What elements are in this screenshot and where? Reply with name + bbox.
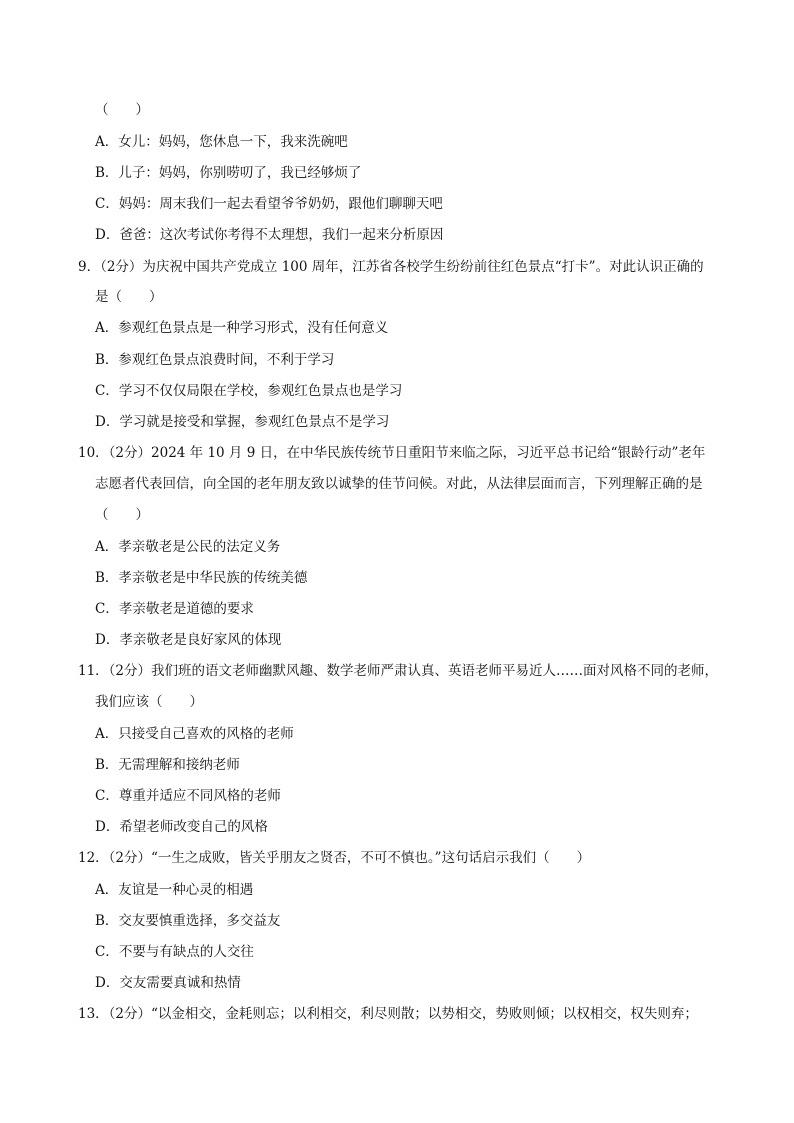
q10-stem-line1: 10．（2分）2024 年 10 月 9 日，在中华民族传统节日重阳节来临之际，习近平总书记给“银龄行动”老年 bbox=[78, 445, 706, 461]
q9-option-d: D．学习就是接受和掌握，参观红色景点不是学习 bbox=[95, 414, 390, 430]
q12-option-a: A．友谊是一种心灵的相遇 bbox=[95, 882, 254, 898]
q11-option-a: A．只接受自己喜欢的风格的老师 bbox=[95, 726, 294, 742]
q8-option-c: C．妈妈：周末我们一起去看望爷爷奶奶，跟他们聊聊天吧 bbox=[95, 196, 443, 212]
q8-option-d: D．爸爸：这次考试你考得不太理想，我们一起来分析原因 bbox=[95, 227, 444, 243]
q11-stem-line1: 11．（2分）我们班的语文老师幽默风趣、数学老师严肃认真、英语老师平易近人……面对风格不同的老师， bbox=[78, 663, 719, 679]
q8-option-a: A．女儿：妈妈，您休息一下，我来洗碗吧 bbox=[95, 134, 348, 150]
q10-option-d: D．孝亲敬老是良好家风的体现 bbox=[95, 632, 282, 648]
q9-option-c: C．学习不仅仅局限在学校，参观红色景点也是学习 bbox=[95, 383, 403, 399]
q10-stem-line2: 志愿者代表回信，向全国的老年朋友致以诚挚的佳节问候。对此，从法律层面而言，下列理解正确的是 bbox=[95, 476, 703, 492]
q9-option-b: B．参观红色景点浪费时间，不利于学习 bbox=[95, 352, 335, 368]
q11-option-b: B．无需理解和接纳老师 bbox=[95, 757, 240, 773]
q11-stem-line2: 我们应该（ ） bbox=[95, 694, 203, 710]
q8-stem-end: （ ） bbox=[95, 102, 149, 118]
q10-option-c: C．孝亲敬老是道德的要求 bbox=[95, 601, 254, 617]
q9-stem-line2: 是（ ） bbox=[95, 289, 163, 305]
q8-option-b: B．儿子：妈妈，你别唠叨了，我已经够烦了 bbox=[95, 165, 362, 181]
q12-option-d: D．交友需要真诚和热情 bbox=[95, 975, 241, 991]
q10-option-a: A．孝亲敬老是公民的法定义务 bbox=[95, 539, 281, 555]
q11-option-d: D．希望老师改变自己的风格 bbox=[95, 819, 268, 835]
q13-stem-line1: 13．（2分）“以金相交，金耗则忘；以利相交，利尽则散；以势相交，势败则倾；以权相交，权失则弃； bbox=[78, 1006, 698, 1022]
q10-stem-line3: （ ） bbox=[95, 507, 149, 523]
q12-stem-line1: 12．（2分）“一生之成败，皆关乎朋友之贤否，不可不慎也。”这句话启示我们（ ） bbox=[78, 850, 591, 866]
q11-option-c: C．尊重并适应不同风格的老师 bbox=[95, 788, 281, 804]
q9-stem-line1: 9．（2分）为庆祝中国共产党成立 100 周年，江苏省各校学生纷纷前往红色景点“打卡”。对此认识正确的 bbox=[78, 259, 704, 275]
q10-option-b: B．孝亲敬老是中华民族的传统美德 bbox=[95, 570, 308, 586]
q9-option-a: A．参观红色景点是一种学习形式，没有任何意义 bbox=[95, 320, 389, 336]
q12-option-c: C．不要与有缺点的人交往 bbox=[95, 944, 254, 960]
q12-option-b: B．交友要慎重选择，多交益友 bbox=[95, 913, 281, 929]
